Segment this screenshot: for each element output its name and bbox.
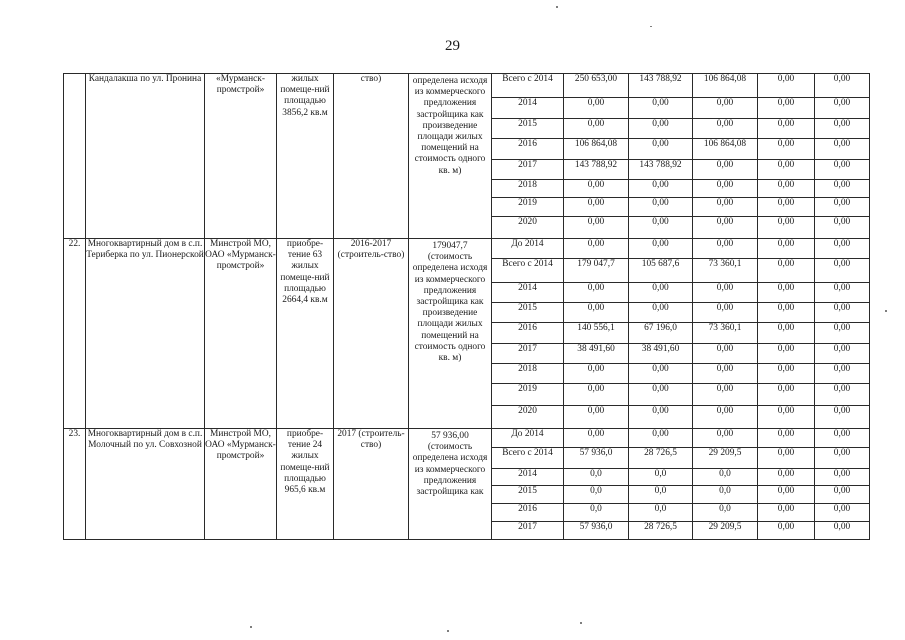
year-cell: 2017 <box>492 522 564 540</box>
value-cell: 0,00 <box>629 98 693 119</box>
page-number: 29 <box>445 38 460 54</box>
scan-speck <box>580 622 582 624</box>
value-cell: 0,0 <box>693 504 758 522</box>
cost-description: определена исходя из коммерческого предложения застройщика как произведение площади жилых помещений на стоимость одного кв. м) <box>412 76 488 176</box>
value-cell: 0,00 <box>629 198 693 217</box>
value-cell: 106 864,08 <box>693 74 758 98</box>
year-cell: 2015 <box>492 119 564 139</box>
year-cell: 2019 <box>492 384 564 406</box>
value-cell: 0,00 <box>758 239 815 259</box>
value-cell: 38 491,60 <box>564 344 629 364</box>
value-cell: 0,00 <box>758 448 815 469</box>
value-cell: 0,00 <box>815 239 870 259</box>
table-row <box>64 429 870 448</box>
object-name: Многоквартирный дом в с.п. Териберка по ул. Пионерской <box>86 239 205 429</box>
value-cell: 38 491,60 <box>629 344 693 364</box>
cost-description: (стоимость определена исходя из коммерческого предложения застройщика как произведение площади жилых помещений на стоимость одного кв. м) <box>412 252 488 364</box>
value-cell: 0,0 <box>564 486 629 504</box>
value-cell: 0,0 <box>629 486 693 504</box>
value-cell: 0,00 <box>758 160 815 180</box>
scan-speck <box>447 630 449 632</box>
value-cell: 0,00 <box>693 198 758 217</box>
value-cell: 0,00 <box>758 217 815 239</box>
object-name: Многоквартирный дом в с.п. Молочный по ул. Совхозной <box>86 429 205 540</box>
cost-total: 179047,7 <box>432 241 468 251</box>
value-cell: 0,00 <box>758 180 815 198</box>
value-cell: 0,00 <box>564 429 629 448</box>
value-cell: 0,00 <box>815 323 870 344</box>
value-cell: 0,00 <box>564 198 629 217</box>
value-cell: 0,00 <box>758 98 815 119</box>
value-cell: 0,00 <box>629 429 693 448</box>
value-cell: 0,00 <box>758 283 815 303</box>
value-cell: 0,00 <box>564 239 629 259</box>
value-cell: 0,00 <box>693 217 758 239</box>
value-cell: 0,00 <box>815 139 870 160</box>
value-cell: 0,00 <box>758 364 815 384</box>
cost-cell <box>409 239 492 429</box>
row-number: 23. <box>64 429 86 540</box>
year-cell: 2020 <box>492 217 564 239</box>
value-cell: 0,00 <box>629 303 693 323</box>
cost-description: (стоимость определена исходя из коммерческого предложения застройщика как <box>412 442 488 498</box>
value-cell: 143 788,92 <box>629 160 693 180</box>
year-cell: Всего с 2014 <box>492 74 564 98</box>
value-cell: 0,00 <box>815 180 870 198</box>
value-cell: 0,00 <box>815 504 870 522</box>
value-cell: 0,00 <box>815 198 870 217</box>
value-cell: 0,0 <box>629 504 693 522</box>
year-cell: 2016 <box>492 504 564 522</box>
value-cell: 0,00 <box>815 406 870 429</box>
value-cell: 0,00 <box>629 239 693 259</box>
value-cell: 73 360,1 <box>693 259 758 283</box>
value-cell: 179 047,7 <box>564 259 629 283</box>
value-cell: 0,00 <box>564 119 629 139</box>
cost-cell <box>409 74 492 239</box>
value-cell: 0,00 <box>629 217 693 239</box>
value-cell: 0,00 <box>758 469 815 486</box>
value-cell: 0,00 <box>629 406 693 429</box>
value-cell: 0,00 <box>758 522 815 540</box>
value-cell: 0,0 <box>693 469 758 486</box>
value-cell: 0,00 <box>693 303 758 323</box>
year-cell: 2016 <box>492 139 564 160</box>
value-cell: 0,00 <box>629 364 693 384</box>
value-cell: 105 687,6 <box>629 259 693 283</box>
value-cell: 0,0 <box>564 504 629 522</box>
program-table <box>63 73 870 540</box>
value-cell: 0,00 <box>693 160 758 180</box>
value-cell: 0,00 <box>815 384 870 406</box>
period-cell: 2017 (строитель-ство) <box>334 429 409 540</box>
value-cell: 0,00 <box>758 119 815 139</box>
value-cell: 0,00 <box>629 139 693 160</box>
value-cell: 57 936,0 <box>564 522 629 540</box>
value-cell: 0,00 <box>815 259 870 283</box>
value-cell: 0,00 <box>564 217 629 239</box>
value-cell: 0,00 <box>629 283 693 303</box>
value-cell: 0,00 <box>693 364 758 384</box>
scan-speck <box>885 310 887 312</box>
value-cell: 29 209,5 <box>693 448 758 469</box>
value-cell: 0,00 <box>815 74 870 98</box>
year-cell: 2019 <box>492 198 564 217</box>
value-cell: 0,00 <box>629 119 693 139</box>
value-cell: 57 936,0 <box>564 448 629 469</box>
value-cell: 0,00 <box>564 283 629 303</box>
value-cell: 0,00 <box>758 504 815 522</box>
value-cell: 67 196,0 <box>629 323 693 344</box>
value-cell: 0,00 <box>564 364 629 384</box>
value-cell: 0,00 <box>815 486 870 504</box>
value-cell: 28 726,5 <box>629 448 693 469</box>
value-cell: 0,00 <box>815 448 870 469</box>
value-cell: 140 556,1 <box>564 323 629 344</box>
value-cell: 0,0 <box>693 486 758 504</box>
value-cell: 0,00 <box>693 98 758 119</box>
value-cell: 0,00 <box>758 323 815 344</box>
value-cell: 0,0 <box>629 469 693 486</box>
value-cell: 0,00 <box>758 139 815 160</box>
value-cell: 0,00 <box>815 160 870 180</box>
value-cell: 28 726,5 <box>629 522 693 540</box>
year-cell: 2018 <box>492 364 564 384</box>
value-cell: 143 788,92 <box>629 74 693 98</box>
value-cell: 0,00 <box>758 303 815 323</box>
value-cell: 0,00 <box>758 74 815 98</box>
value-cell: 0,00 <box>815 469 870 486</box>
object-name: Кандалакша по ул. Пронина <box>86 74 205 239</box>
value-cell: 0,00 <box>758 344 815 364</box>
year-cell: До 2014 <box>492 239 564 259</box>
value-cell: 0,00 <box>693 344 758 364</box>
year-cell: До 2014 <box>492 429 564 448</box>
year-cell: 2016 <box>492 323 564 344</box>
year-cell: 2014 <box>492 98 564 119</box>
value-cell: 0,00 <box>693 406 758 429</box>
value-cell: 0,0 <box>564 469 629 486</box>
value-cell: 0,00 <box>815 364 870 384</box>
value-cell: 0,00 <box>815 217 870 239</box>
cost-cell <box>409 429 492 540</box>
value-cell: 0,00 <box>758 429 815 448</box>
period-cell: 2016-2017 (строитель-ство) <box>334 239 409 429</box>
value-cell: 0,00 <box>693 429 758 448</box>
year-cell: 2015 <box>492 486 564 504</box>
year-cell: Всего с 2014 <box>492 448 564 469</box>
value-cell: 0,00 <box>564 98 629 119</box>
value-cell: 0,00 <box>815 283 870 303</box>
value-cell: 0,00 <box>564 180 629 198</box>
value-cell: 73 360,1 <box>693 323 758 344</box>
value-cell: 0,00 <box>815 303 870 323</box>
year-cell: Всего с 2014 <box>492 259 564 283</box>
measure-cell: приобре-тение 24 жилых помеще-ний площадью 965,6 кв.м <box>277 429 334 540</box>
scan-speck <box>556 6 558 8</box>
table-row <box>64 74 870 98</box>
year-cell: 2017 <box>492 160 564 180</box>
year-cell: 2020 <box>492 406 564 429</box>
value-cell: 106 864,08 <box>693 139 758 160</box>
value-cell: 0,00 <box>693 239 758 259</box>
value-cell: 0,00 <box>564 384 629 406</box>
value-cell: 0,00 <box>758 486 815 504</box>
cost-total: 57 936,00 <box>431 431 469 441</box>
value-cell: 0,00 <box>629 384 693 406</box>
value-cell: 0,00 <box>815 429 870 448</box>
year-cell: 2015 <box>492 303 564 323</box>
value-cell: 0,00 <box>564 406 629 429</box>
value-cell: 0,00 <box>693 180 758 198</box>
value-cell: 29 209,5 <box>693 522 758 540</box>
value-cell: 0,00 <box>758 259 815 283</box>
value-cell: 106 864,08 <box>564 139 629 160</box>
row-number <box>64 74 86 239</box>
customer-cell: «Мурманск-промстрой» <box>205 74 277 239</box>
value-cell: 0,00 <box>629 180 693 198</box>
year-cell: 2014 <box>492 283 564 303</box>
value-cell: 0,00 <box>564 303 629 323</box>
row-number: 22. <box>64 239 86 429</box>
value-cell: 0,00 <box>693 119 758 139</box>
value-cell: 0,00 <box>815 522 870 540</box>
value-cell: 0,00 <box>815 344 870 364</box>
value-cell: 0,00 <box>758 384 815 406</box>
customer-cell: Минстрой МО, ОАО «Мурманск-промстрой» <box>205 239 277 429</box>
measure-cell: приобре-тение 63 жилых помеще-ний площадью 2664,4 кв.м <box>277 239 334 429</box>
year-cell: 2017 <box>492 344 564 364</box>
value-cell: 143 788,92 <box>564 160 629 180</box>
value-cell: 0,00 <box>758 198 815 217</box>
year-cell: 2018 <box>492 180 564 198</box>
value-cell: 250 653,00 <box>564 74 629 98</box>
customer-cell: Минстрой МО, ОАО «Мурманск-промстрой» <box>205 429 277 540</box>
period-cell: ство) <box>334 74 409 239</box>
table-row <box>64 239 870 259</box>
year-cell: 2014 <box>492 469 564 486</box>
scan-speck <box>650 26 652 27</box>
value-cell: 0,00 <box>815 119 870 139</box>
measure-cell: жилых помеще-ний площадью 3856,2 кв.м <box>277 74 334 239</box>
value-cell: 0,00 <box>758 406 815 429</box>
scan-speck <box>250 626 252 628</box>
value-cell: 0,00 <box>693 283 758 303</box>
value-cell: 0,00 <box>815 98 870 119</box>
value-cell: 0,00 <box>693 384 758 406</box>
